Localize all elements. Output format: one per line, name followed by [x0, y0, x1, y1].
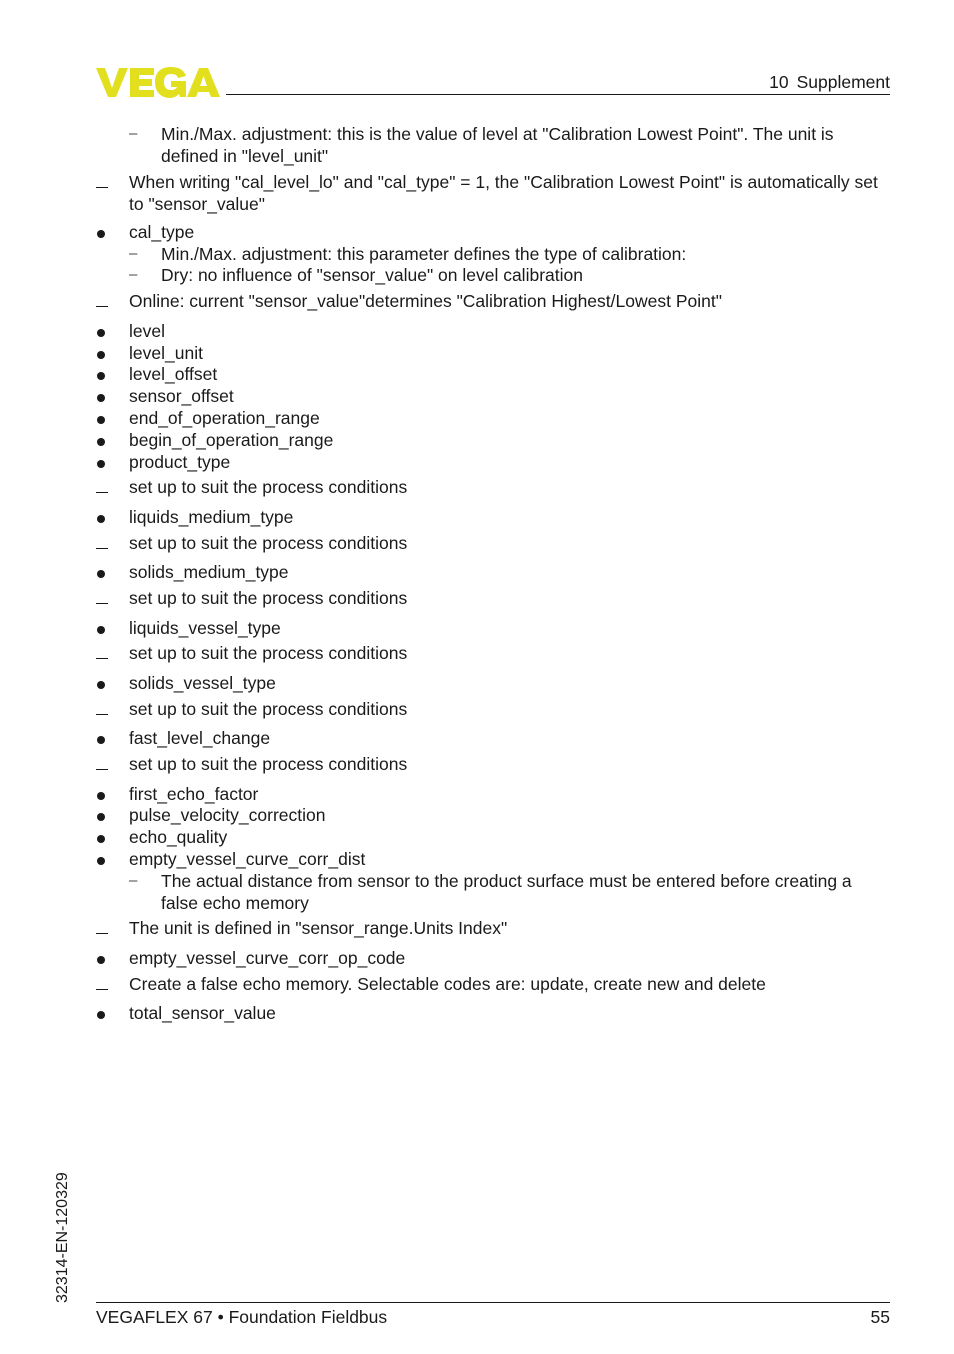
bullet-icon — [96, 617, 118, 639]
dash-icon — [96, 973, 118, 995]
item-text: set up to suit the process conditions — [129, 699, 408, 719]
bullet-icon — [96, 320, 118, 342]
sub-item — [96, 123, 891, 167]
bullet-item — [96, 506, 891, 528]
bullet-icon — [96, 826, 118, 848]
footer-rule — [96, 1302, 890, 1303]
bullet-item — [96, 617, 891, 639]
dash-item — [96, 532, 891, 554]
vega-logo — [96, 66, 220, 98]
item-text: begin_of_operation_range — [129, 430, 334, 450]
bullet-icon — [96, 804, 118, 826]
bullet-icon — [96, 727, 118, 749]
item-text: The unit is defined in "sensor_range.Units Index" — [129, 918, 508, 938]
sub-item — [96, 870, 891, 914]
header-rule — [226, 94, 890, 95]
item-text: first_echo_factor — [129, 784, 259, 804]
bullet-item — [96, 385, 891, 407]
item-text: set up to suit the process conditions — [129, 643, 408, 663]
dash-icon — [96, 476, 118, 498]
dash-icon — [96, 171, 118, 193]
dash-item — [96, 587, 891, 609]
dash-item — [96, 698, 891, 720]
item-text: Create a false echo memory. Selectable codes are: update, create new and delete — [129, 974, 766, 994]
dash-item — [96, 642, 891, 664]
bullet-item — [96, 947, 891, 969]
bullet-icon — [96, 848, 118, 870]
item-text: liquids_medium_type — [129, 507, 294, 527]
bullet-item — [96, 848, 891, 870]
item-text: set up to suit the process conditions — [129, 754, 408, 774]
bullet-icon — [96, 363, 118, 385]
bullet-icon — [96, 947, 118, 969]
item-text: total_sensor_value — [129, 1003, 276, 1023]
bullet-item — [96, 672, 891, 694]
item-text: set up to suit the process conditions — [129, 477, 408, 497]
bullet-icon — [96, 342, 118, 364]
dash-icon — [96, 698, 118, 720]
bullet-item — [96, 561, 891, 583]
en-dash-icon: – — [129, 266, 138, 283]
dash-icon — [96, 917, 118, 939]
dash-icon — [96, 532, 118, 554]
item-text: solids_medium_type — [129, 562, 289, 582]
bullet-icon — [96, 506, 118, 528]
item-text: Min./Max. adjustment: this parameter defines the type of calibration: — [161, 244, 687, 264]
bullet-icon — [96, 451, 118, 473]
bullet-icon — [96, 221, 118, 243]
item-text: cal_type — [129, 222, 195, 242]
en-dash-icon: – — [129, 245, 138, 262]
item-text: Min./Max. adjustment: this is the value of level at "Calibration Lowest Point". The unit is defined in "level_unit" — [161, 124, 834, 166]
item-text: set up to suit the process conditions — [129, 588, 408, 608]
dash-item — [96, 171, 891, 215]
item-text: pulse_velocity_correction — [129, 805, 326, 825]
bullet-icon — [96, 429, 118, 451]
item-text: solids_vessel_type — [129, 673, 276, 693]
item-text: echo_quality — [129, 827, 228, 847]
dash-item — [96, 753, 891, 775]
bullet-item — [96, 451, 891, 473]
dash-icon — [96, 642, 118, 664]
bullet-item — [96, 804, 891, 826]
item-text: liquids_vessel_type — [129, 618, 281, 638]
bullet-item — [96, 342, 891, 364]
bullet-icon — [96, 407, 118, 429]
section-number: 10 — [769, 72, 789, 92]
footer-product: VEGAFLEX 67 • Foundation Fieldbus — [96, 1307, 388, 1327]
en-dash-icon: – — [129, 125, 138, 142]
bullet-icon — [96, 783, 118, 805]
en-dash-icon: – — [129, 872, 138, 889]
bullet-icon — [96, 1002, 118, 1024]
item-text: Dry: no influence of "sensor_value" on level calibration — [161, 265, 583, 285]
item-text: product_type — [129, 452, 231, 472]
bullet-icon — [96, 561, 118, 583]
item-text: The actual distance from sensor to the product surface must be entered before creating a false echo memory — [161, 871, 852, 913]
bullet-item — [96, 363, 891, 385]
item-text: empty_vessel_curve_corr_dist — [129, 849, 366, 869]
item-text: set up to suit the process conditions — [129, 533, 408, 553]
dash-item — [96, 917, 891, 939]
item-text: level_unit — [129, 343, 203, 363]
item-text: empty_vessel_curve_corr_op_code — [129, 948, 406, 968]
sub-item — [96, 243, 891, 265]
bullet-item — [96, 221, 891, 243]
item-text: level — [129, 321, 165, 341]
dash-item — [96, 290, 891, 312]
bullet-item — [96, 783, 891, 805]
bullet-item — [96, 429, 891, 451]
section-name: Supplement — [796, 72, 890, 92]
dash-icon — [96, 753, 118, 775]
bullet-item — [96, 826, 891, 848]
bullet-icon — [96, 672, 118, 694]
page-number: 55 — [870, 1307, 890, 1327]
bullet-item — [96, 1002, 891, 1024]
dash-item — [96, 973, 891, 995]
sub-item — [96, 264, 891, 286]
bullet-icon — [96, 385, 118, 407]
item-text: end_of_operation_range — [129, 408, 320, 428]
bullet-item — [96, 407, 891, 429]
item-text: Online: current "sensor_value"determines "Calibration Highest/Lowest Point" — [129, 291, 722, 311]
dash-icon — [96, 290, 118, 312]
dash-item — [96, 476, 891, 498]
item-text: sensor_offset — [129, 386, 234, 406]
item-text: level_offset — [129, 364, 218, 384]
document-code: 32314-EN-120329 — [54, 1172, 71, 1303]
dash-icon — [96, 587, 118, 609]
bullet-item — [96, 727, 891, 749]
section-title — [761, 72, 890, 93]
bullet-item — [96, 320, 891, 342]
item-text: fast_level_change — [129, 728, 271, 748]
item-text: When writing "cal_level_lo" and "cal_type" = 1, the "Calibration Lowest Point" is automatically set to "sensor_value" — [129, 172, 878, 214]
